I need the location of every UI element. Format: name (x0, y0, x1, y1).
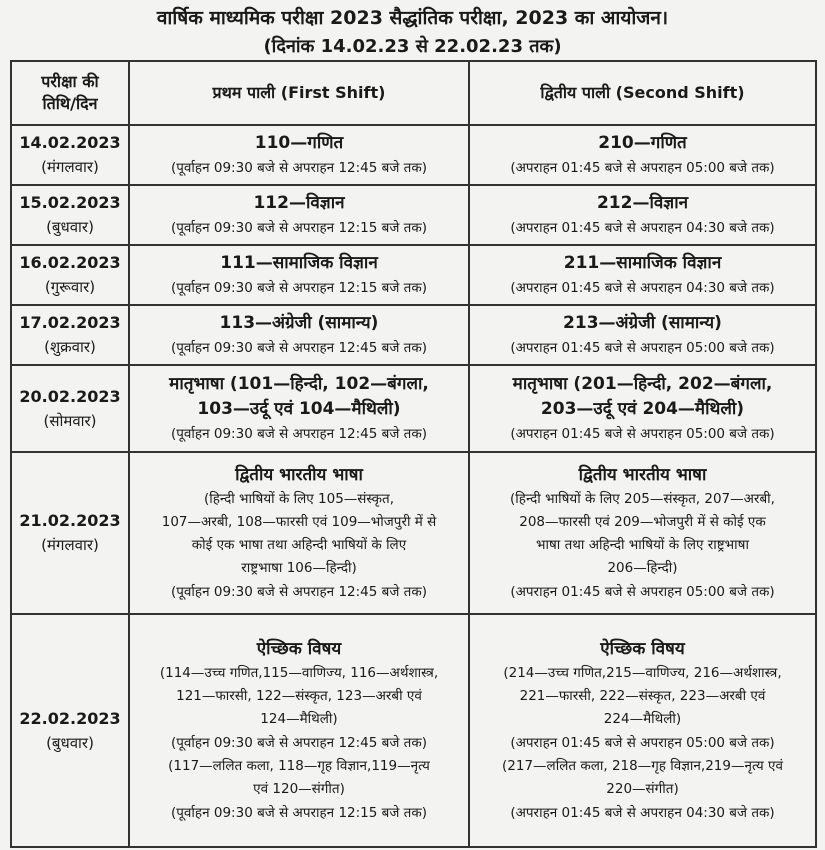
exam-date: 14.02.2023 (19, 133, 121, 152)
subject-detail: 124—मैथिली) (260, 710, 338, 727)
subject: 210—गणित (598, 132, 687, 153)
subject-detail: 224—मैथिली) (603, 710, 682, 727)
subject: 211—सामाजिक विज्ञान (563, 252, 722, 273)
date-cell (11, 614, 129, 847)
date-cell (11, 125, 129, 185)
exam-date: 20.02.2023 (19, 386, 121, 406)
subject-detail: राष्ट्रभाषा 106—हिन्दी) (241, 559, 357, 576)
table-row (11, 125, 816, 185)
table-row (11, 452, 816, 614)
subject-heading: ऐच्छिक विषय (256, 638, 342, 659)
first-shift-cell (129, 125, 469, 185)
time-range: (अपराहन 01:45 बजे से अपराहन 05:00 बजे तक) (510, 734, 775, 751)
subject-detail: 206—हिन्दी) (607, 559, 678, 576)
second-shift-cell (469, 365, 816, 452)
page-title: वार्षिक माध्यमिक परीक्षा 2023 सैद्धांतिक परीक्षा, 2023 का आयोजन। (156, 7, 669, 29)
time-range: (अपराहन 01:45 बजे से अपराहन 05:00 बजे तक) (510, 583, 775, 600)
time-range: (पूर्वाहन 09:30 बजे से अपराहन 12:15 बजे तक) (170, 219, 427, 236)
table-header-row (11, 61, 816, 125)
exam-schedule-table (10, 60, 817, 848)
subject: 203—उर्दू एवं 204—मैथिली) (540, 398, 745, 419)
table-row (11, 185, 816, 245)
time-range: (पूर्वाहन 09:30 बजे से अपराहन 12:45 बजे तक) (170, 159, 427, 176)
time-range: (अपराहन 01:45 बजे से अपराहन 05:00 बजे तक) (510, 425, 775, 442)
subject: 103—उर्दू एवं 104—मैथिली) (197, 398, 401, 419)
table-row (11, 245, 816, 305)
exam-day: (सोमवार) (43, 411, 97, 430)
second-shift-cell (469, 614, 816, 847)
subject: 110—गणित (254, 132, 344, 153)
header-date-line1: परीक्षा की (41, 72, 99, 91)
time-range: (पूर्वाहन 09:30 बजे से अपराहन 12:45 बजे तक) (170, 339, 427, 356)
header-date-line2: तिथि/दिन (42, 94, 98, 113)
second-shift-cell (469, 125, 816, 185)
first-shift-cell (129, 365, 469, 452)
table-row (11, 614, 816, 847)
page-subtitle: (दिनांक 14.02.23 से 22.02.23 तक) (263, 36, 562, 57)
subject: 111—सामाजिक विज्ञान (220, 252, 378, 273)
time-range: (अपराहन 01:45 बजे से अपराहन 05:00 बजे तक) (510, 159, 775, 176)
date-cell (11, 245, 129, 305)
subject-detail: भाषा तथा अहिन्दी भाषियों के लिए राष्ट्रभाषा (536, 536, 749, 553)
header-date-cell (11, 61, 129, 125)
time-range: (अपराहन 01:45 बजे से अपराहन 05:00 बजे तक) (510, 339, 775, 356)
exam-date: 21.02.2023 (19, 511, 121, 530)
exam-day: (बुधवार) (46, 218, 94, 236)
date-cell (11, 185, 129, 245)
time-range: (अपराहन 01:45 बजे से अपराहन 04:30 बजे तक) (510, 804, 775, 821)
exam-day: (गुरूवार) (44, 278, 96, 296)
date-cell (11, 365, 129, 452)
subject: 112—विज्ञान (253, 192, 345, 213)
subject-detail: 121—फारसी, 122—संस्कृत, 123—अरबी एवं (176, 687, 422, 704)
time-range: (पूर्वाहन 09:30 बजे से अपराहन 12:45 बजे तक) (170, 583, 427, 600)
subject-detail: 107—अरबी, 108—फारसी एवं 109—भोजपुरी में से (161, 513, 437, 530)
header-second-shift: द्वितीय पाली (Second Shift) (469, 61, 816, 125)
table-row (11, 365, 816, 452)
first-shift-cell (129, 452, 469, 614)
table-row (11, 305, 816, 365)
exam-day: (बुधवार) (46, 733, 94, 752)
exam-day: (शुक्रवार) (44, 338, 96, 356)
first-shift-cell (129, 245, 469, 305)
subject: 113—अंग्रेजी (सामान्य) (219, 312, 379, 333)
time-range: (पूर्वाहन 09:30 बजे से अपराहन 12:15 बजे तक) (170, 279, 427, 296)
exam-date: 15.02.2023 (19, 193, 121, 212)
subject-detail: (हिन्दी भाषियों के लिए 205—संस्कृत, 207—अरबी, (510, 490, 775, 507)
subject: 212—विज्ञान (596, 192, 689, 213)
subject: मातृभाषा (201—हिन्दी, 202—बंगला, (512, 373, 773, 394)
subject-detail: 220—संगीत) (606, 780, 679, 797)
header-first-shift: प्रथम पाली (First Shift) (129, 61, 469, 125)
time-range: (अपराहन 01:45 बजे से अपराहन 04:30 बजे तक) (510, 279, 775, 296)
second-shift-cell (469, 245, 816, 305)
subject-detail: 221—फारसी, 222—संस्कृत, 223—अरबी एवं (519, 687, 766, 704)
second-shift-cell (469, 452, 816, 614)
exam-day: (मंगलवार) (41, 536, 99, 554)
first-shift-cell (129, 185, 469, 245)
exam-day: (मंगलवार) (41, 158, 99, 176)
subject-heading: ऐच्छिक विषय (600, 638, 685, 659)
subject-detail: एवं 120—संगीत) (253, 780, 345, 797)
second-shift-cell (469, 185, 816, 245)
first-shift-cell (129, 305, 469, 365)
time-range: (पूर्वाहन 09:30 बजे से अपराहन 12:45 बजे तक) (170, 734, 427, 751)
subject: मातृभाषा (101—हिन्दी, 102—बंगला, (169, 373, 429, 394)
time-range: (पूर्वाहन 09:30 बजे से अपराहन 12:15 बजे तक) (170, 804, 427, 821)
subject-heading: द्वितीय भारतीय भाषा (578, 464, 707, 485)
subject-detail: (214—उच्च गणित,215—वाणिज्य, 216—अर्थशास्त्र, (503, 664, 782, 681)
subject-detail: (117—ललित कला, 118—गृह विज्ञान,119—नृत्य (168, 757, 430, 774)
subject-detail: कोई एक भाषा तथा अहिन्दी भाषियों के लिए (191, 536, 407, 553)
exam-date: 16.02.2023 (19, 253, 121, 272)
subject: 213—अंग्रेजी (सामान्य) (563, 312, 722, 333)
subject-detail: 208—फारसी एवं 209—भोजपुरी में से कोई एक (519, 513, 766, 530)
exam-date: 17.02.2023 (19, 313, 121, 332)
subject-detail: (हिन्दी भाषियों के लिए 105—संस्कृत, (203, 490, 395, 507)
date-cell (11, 305, 129, 365)
time-range: (अपराहन 01:45 बजे से अपराहन 04:30 बजे तक) (510, 219, 775, 236)
first-shift-cell (129, 614, 469, 847)
second-shift-cell (469, 305, 816, 365)
subject-detail: (114—उच्च गणित,115—वाणिज्य, 116—अर्थशास्त्र, (159, 664, 439, 681)
time-range: (पूर्वाहन 09:30 बजे से अपराहन 12:45 बजे तक) (170, 425, 427, 442)
exam-date: 22.02.2023 (19, 708, 121, 728)
subject-heading: द्वितीय भारतीय भाषा (235, 464, 363, 485)
subject-detail: (217—ललित कला, 218—गृह विज्ञान,219—नृत्य एवं (502, 757, 783, 774)
date-cell (11, 452, 129, 614)
